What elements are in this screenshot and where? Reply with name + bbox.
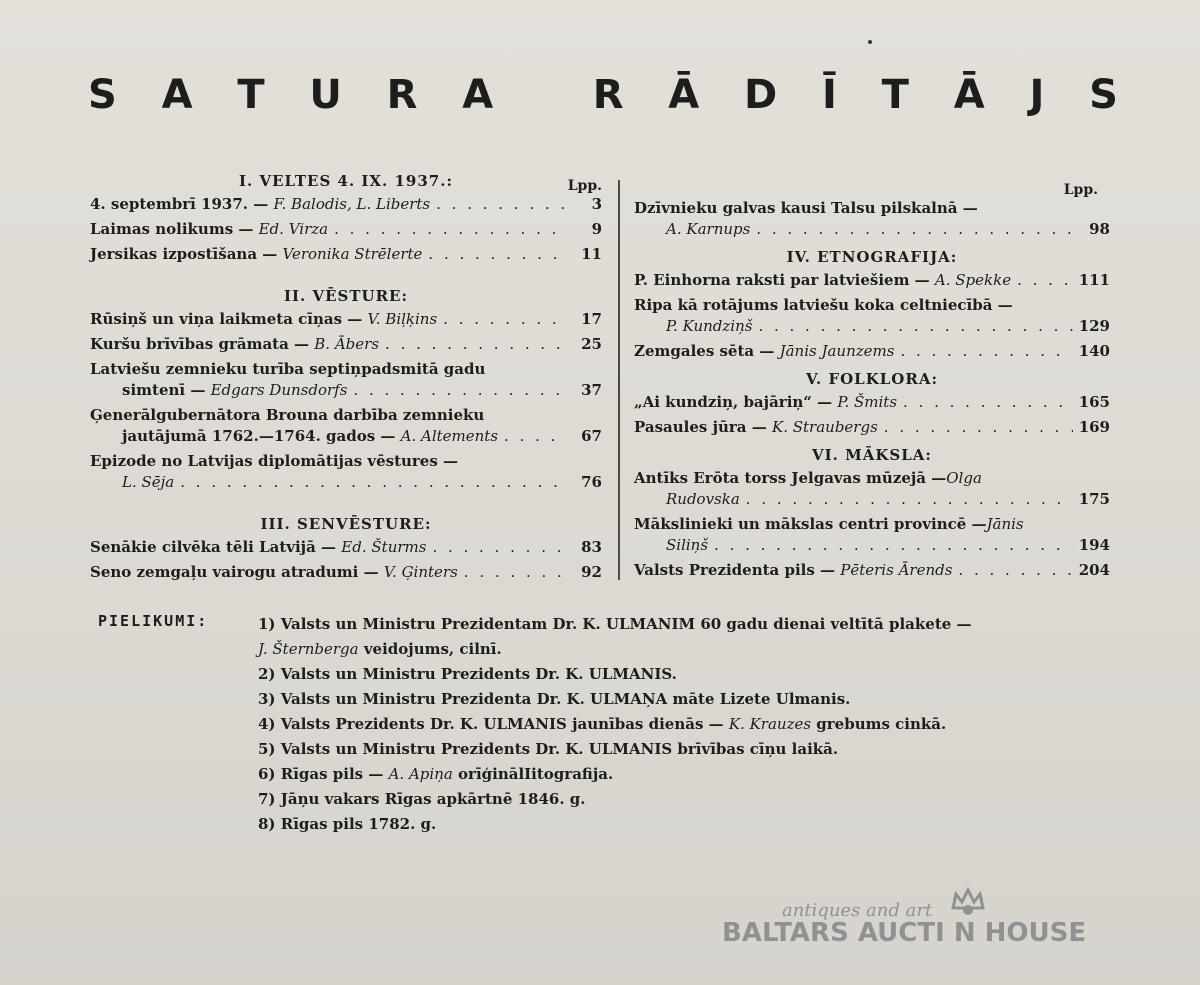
section-heading: IV. ETNOGRAFIJA: — [786, 248, 958, 266]
title-letter: Ā — [668, 72, 700, 118]
appendix-item-text: 3) Valsts un Ministru Prezidenta Dr. K. ULMAŅA māte Lizete Ulmanis. — [258, 690, 851, 708]
appendix-item — [258, 712, 1058, 737]
toc-entry-page: 25 — [581, 335, 602, 353]
title-letter: S — [1089, 72, 1118, 118]
toc-entry-line — [634, 468, 1110, 489]
toc-entry-line — [634, 514, 1110, 535]
toc-entry-line — [90, 472, 602, 493]
leader — [464, 562, 566, 583]
leader — [428, 244, 566, 265]
leader — [334, 219, 566, 240]
toc-entry — [634, 270, 1110, 291]
appendix-item-author: J. Šternberga — [258, 640, 359, 658]
leader — [180, 472, 566, 493]
leader — [884, 417, 1073, 438]
section-heading: I. VELTES 4. IX. 1937.: — [239, 172, 453, 190]
toc-entry-title: Antīks Erōta torss Jelgavas mūzejā — — [634, 469, 947, 487]
toc-entry-line — [634, 198, 1110, 219]
toc-entry — [90, 562, 602, 583]
appendix-item — [258, 662, 1058, 687]
toc-entry-line — [90, 244, 602, 265]
toc-entry-page: 165 — [1078, 393, 1110, 411]
toc-entry — [90, 219, 602, 240]
toc-entry-author: Jānis — [986, 515, 1024, 533]
appendix-item — [258, 787, 1058, 812]
title-letter: R — [592, 72, 624, 118]
title-letter: A — [462, 72, 494, 118]
section-heading: III. SENVĒSTURE: — [260, 515, 432, 533]
toc-entry-page: 76 — [581, 473, 602, 491]
toc-entry-author: Jānis Jaunzems — [779, 342, 895, 360]
toc-entry-title: Senākie cilvēka tēli Latvijā — — [90, 538, 337, 556]
section-spacer — [634, 180, 1110, 194]
right-column — [634, 180, 1110, 581]
toc-entry-title-cont: simtenī — — [122, 381, 206, 399]
toc-entry-author: Pēteris Ārends — [840, 561, 953, 579]
lpp-label-left: Lpp. — [567, 178, 602, 194]
column-divider — [618, 180, 620, 580]
appendix-item-tail: orīģinālIitografija. — [452, 765, 614, 783]
toc-entry-line — [90, 426, 602, 447]
appendix-item-text: 4) Valsts Prezidents Dr. K. ULMANIS jaunības dienās — — [258, 715, 724, 733]
toc-entry-author: A. Spekke — [934, 271, 1012, 289]
toc-entry-page: 204 — [1078, 561, 1110, 579]
toc-entry-title: 4. septembrī 1937. — — [90, 195, 269, 213]
toc-entry-author: Olga — [946, 469, 982, 487]
leader — [436, 194, 566, 215]
toc-entry-author: Edgars Dunsdorfs — [210, 381, 348, 399]
toc-entry-page: 92 — [581, 563, 602, 581]
leader — [900, 341, 1072, 362]
appendix-item — [258, 737, 1058, 762]
appendix-item — [258, 762, 1058, 787]
title-letter: U — [309, 72, 342, 118]
toc-entry-title: Mākslinieki un mākslas centri provincē — — [634, 515, 987, 533]
toc-entry-line — [90, 194, 602, 215]
appendix-item — [258, 612, 1058, 637]
title-letter: S — [88, 72, 117, 118]
toc-entry-author: P. Kundziņš — [666, 317, 753, 335]
toc-entry-author: Siliņš — [666, 536, 709, 554]
toc-entry-title: Kuršu brīvības grāmata — — [90, 335, 310, 353]
toc-entry-line — [90, 562, 602, 583]
toc-entry-title: Rūsiņš un viņa laikmeta cīņas — — [90, 310, 363, 328]
toc-entry-page: 129 — [1078, 317, 1110, 335]
toc-entry-line — [634, 270, 1110, 291]
toc-entry-title: Latviešu zemnieku turība septiņpadsmitā gadu — [90, 360, 486, 378]
toc-entry-line — [634, 417, 1110, 438]
toc-entry-author: Rudovska — [666, 490, 740, 508]
leader — [385, 334, 566, 355]
toc-entry-line — [634, 489, 1110, 510]
toc-entry — [90, 405, 602, 447]
toc-entry-title-cont: jautājumā 1762.—1764. gados — — [122, 427, 396, 445]
toc-entry-page: 3 — [591, 195, 602, 213]
leader — [353, 380, 566, 401]
toc-entry-page: 194 — [1078, 536, 1110, 554]
toc-entry-title: Dzīvnieku galvas kausi Talsu pilskalnā — — [634, 199, 978, 217]
toc-entry — [634, 468, 1110, 510]
leader — [443, 309, 566, 330]
title-letter: Ā — [953, 72, 985, 118]
toc-entry-line — [634, 392, 1110, 413]
toc-entry-page: 140 — [1078, 342, 1110, 360]
toc-entry-line — [634, 316, 1110, 337]
toc-entry-title: „Ai kundziņ, bajāriņ“ — — [634, 393, 833, 411]
leader — [746, 489, 1073, 510]
watermark-tagline: antiques and art — [782, 900, 933, 921]
toc-entry-page: 17 — [581, 310, 602, 328]
toc-entry-page: 111 — [1078, 271, 1110, 289]
appendix-label: PIELIKUMI: — [98, 612, 209, 630]
toc-entry-title: Ripa kā rotājums latviešu koka celtniecībā — — [634, 296, 1013, 314]
toc-entry-author: A. Altements — [400, 427, 499, 445]
leader — [758, 316, 1072, 337]
toc-entry — [634, 417, 1110, 438]
toc-entry-line — [90, 537, 602, 558]
toc-entry-page: 9 — [591, 220, 602, 238]
appendix-item — [258, 812, 1058, 837]
title-letter: D — [744, 72, 778, 118]
toc-entry-page: 98 — [1089, 220, 1110, 238]
toc-entry-line — [90, 405, 602, 426]
section-heading: V. FOLKLORA: — [805, 370, 938, 388]
appendix-item-text: 8) Rīgas pils 1782. g. — [258, 815, 437, 833]
toc-entry-page: 169 — [1078, 418, 1110, 436]
toc-entry-author: V. Ģinters — [383, 563, 458, 581]
toc-entry — [634, 514, 1110, 556]
leader — [714, 535, 1073, 556]
page-title — [88, 72, 1118, 118]
toc-entry-author: K. Straubergs — [772, 418, 878, 436]
crown-icon — [950, 886, 986, 916]
toc-entry-line — [90, 451, 602, 472]
appendix-item-text: 7) Jāņu vakars Rīgas apkārtnē 1846. g. — [258, 790, 586, 808]
section-heading: VI. MĀKSLA: — [812, 446, 932, 464]
toc-entry-author: P. Šmits — [837, 393, 898, 411]
ink-speck — [868, 40, 872, 44]
toc-entry — [90, 194, 602, 215]
toc-entry-page: 37 — [581, 381, 602, 399]
toc-entry-page: 175 — [1078, 490, 1110, 508]
toc-entry-title: Ģenerālgubernātora Brouna darbība zemnieku — [90, 406, 485, 424]
toc-entry-line — [90, 359, 602, 380]
appendix-list — [258, 612, 1058, 837]
toc-entry — [90, 451, 602, 493]
appendix-item-cont — [258, 637, 1058, 662]
leader — [756, 219, 1074, 240]
title-letter: R — [386, 72, 418, 118]
toc-entry-author: L. Sēja — [122, 473, 175, 491]
toc-entry — [634, 295, 1110, 337]
appendix-item-text: 6) Rīgas pils — — [258, 765, 384, 783]
toc-entry-author: Ed. Virza — [258, 220, 329, 238]
toc-entry-author: A. Karnups — [666, 220, 751, 238]
toc-entry-title: Zemgales sēta — — [634, 342, 775, 360]
toc-entry — [90, 359, 602, 401]
leader — [504, 426, 566, 447]
toc-entry-page: 67 — [581, 427, 602, 445]
toc-entry-line — [90, 219, 602, 240]
title-letter: J — [1029, 72, 1045, 118]
appendix-item-text: 1) Valsts un Ministru Prezidentam Dr. K. ULMANIM 60 gadu dienai veltītā plakete — — [258, 615, 972, 633]
toc-entry-page: 83 — [581, 538, 602, 556]
toc-entry-author: F. Balodis, L. Liberts — [273, 195, 431, 213]
toc-entry-line — [90, 309, 602, 330]
appendix-item-text: 2) Valsts un Ministru Prezidents Dr. K. ULMANIS. — [258, 665, 677, 683]
toc-entry-title: P. Einhorna raksti par latviešiem — — [634, 271, 930, 289]
appendix-item-author: A. Apiņa — [388, 765, 453, 783]
toc-entry-author: Veronika Strēlerte — [282, 245, 423, 263]
appendix-item-tail: grebums cinkā. — [811, 715, 947, 733]
toc-entry-title: Valsts Prezidenta pils — — [634, 561, 836, 579]
leader — [1017, 270, 1073, 291]
appendix-item-author: K. Krauzes — [728, 715, 812, 733]
toc-entry — [90, 334, 602, 355]
toc-entry — [634, 392, 1110, 413]
toc-entry-line — [634, 341, 1110, 362]
toc-entry — [90, 309, 602, 330]
title-letter: Ī — [821, 72, 837, 118]
toc-entry-author: V. Biļķins — [367, 310, 438, 328]
toc-entry-page: 11 — [581, 245, 602, 263]
toc-entry-line — [634, 535, 1110, 556]
section-heading: II. VĒSTURE: — [283, 287, 409, 305]
watermark-name: BALTARS AUCTI N HOUSE — [722, 918, 1087, 948]
appendix-item-tail: veidojums, cilnī. — [358, 640, 502, 658]
title-letter: T — [237, 72, 265, 118]
toc-entry — [90, 537, 602, 558]
toc-entry-line — [634, 295, 1110, 316]
leader — [958, 560, 1072, 581]
toc-entry — [634, 560, 1110, 581]
toc-entry-title: Seno zemgaļu vairogu atradumi — — [90, 563, 379, 581]
toc-entry-line — [90, 380, 602, 401]
leader — [903, 392, 1073, 413]
toc-entry-author: B. Ābers — [314, 335, 380, 353]
toc-entry-title: Epizode no Latvijas diplomātijas vēstures — — [90, 452, 459, 470]
toc-entry-author: Ed. Šturms — [341, 538, 427, 556]
title-letter: A — [161, 72, 193, 118]
appendix-item-text: 5) Valsts un Ministru Prezidents Dr. K. ULMANIS brīvības cīņu laikā. — [258, 740, 839, 758]
title-letter: T — [881, 72, 909, 118]
toc-entry-title: Pasaules jūra — — [634, 418, 767, 436]
toc-entry-title: Laimas nolikums — — [90, 220, 254, 238]
lpp-label-right: Lpp. — [1063, 182, 1098, 198]
appendix-item — [258, 687, 1058, 712]
toc-entry-line — [90, 334, 602, 355]
toc-entry — [634, 198, 1110, 240]
toc-entry — [90, 244, 602, 265]
toc-entry — [634, 341, 1110, 362]
left-column — [90, 172, 602, 583]
toc-entry-title: Jersikas izpostīšana — — [90, 245, 278, 263]
toc-entry-line — [634, 219, 1110, 240]
leader — [432, 537, 566, 558]
toc-entry-line — [634, 560, 1110, 581]
title-letter — [538, 72, 548, 118]
